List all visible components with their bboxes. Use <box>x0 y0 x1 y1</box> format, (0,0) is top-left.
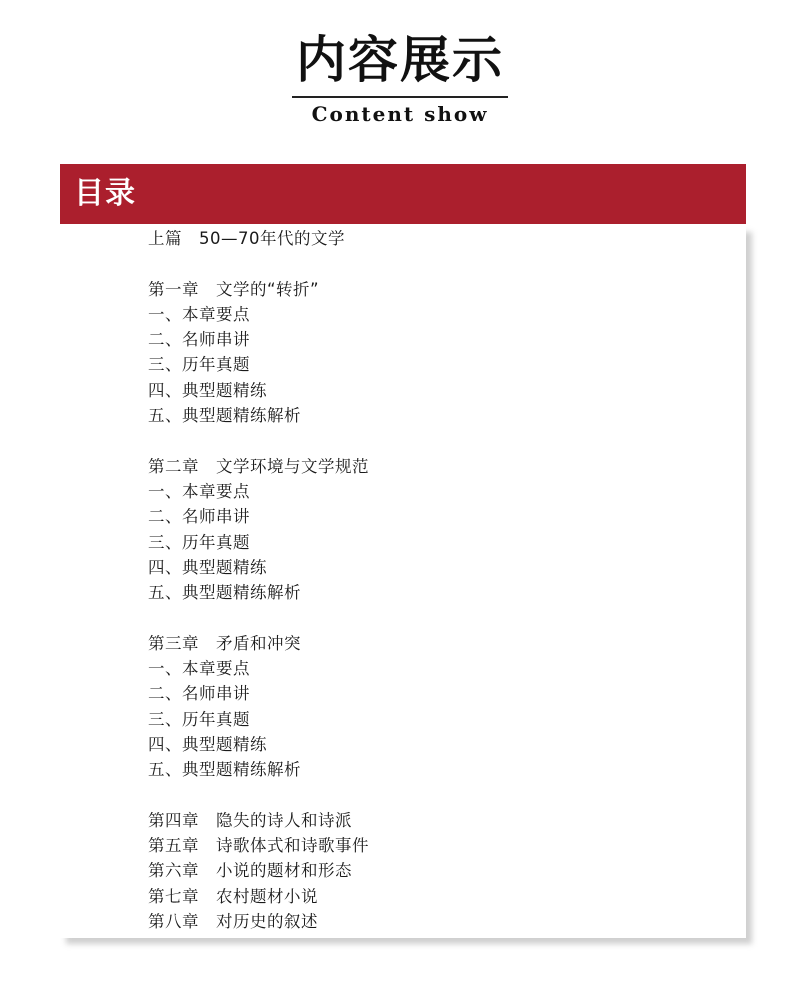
toc-chapter-title: 第四章 隐失的诗人和诗派 <box>148 810 352 830</box>
toc-banner-title: 目录 <box>74 176 136 211</box>
toc-spacer <box>148 428 369 453</box>
toc-banner <box>60 164 746 224</box>
toc-section: 五、典型题精练解析 <box>148 760 301 780</box>
toc-chapter-title: 第五章 诗歌体式和诗歌事件 <box>148 836 369 856</box>
toc-section: 一、本章要点 <box>148 304 250 324</box>
toc-list <box>148 226 369 934</box>
toc-chapter-title: 第一章 文学的“转折” <box>148 279 320 299</box>
toc-section: 一、本章要点 <box>148 659 250 679</box>
toc-spacer <box>148 251 369 276</box>
page-header <box>0 28 800 126</box>
toc-chapter-title: 第三章 矛盾和冲突 <box>148 633 301 653</box>
toc-chapter-title: 第六章 小说的题材和形态 <box>148 861 352 881</box>
toc-spacer <box>148 605 369 630</box>
toc-section: 三、历年真题 <box>148 532 250 552</box>
toc-chapter-title: 第八章 对历史的叙述 <box>148 912 318 932</box>
toc-section: 五、典型题精练解析 <box>148 406 301 426</box>
toc-section: 二、名师串讲 <box>148 684 250 704</box>
toc-section: 二、名师串讲 <box>148 330 250 350</box>
title-divider <box>292 96 508 98</box>
toc-spacer <box>148 783 369 808</box>
toc-chapter-title: 第七章 农村题材小说 <box>148 886 318 906</box>
toc-section: 三、历年真题 <box>148 355 250 375</box>
page-title: 内容展示 <box>296 30 504 89</box>
toc-section: 四、典型题精练 <box>148 734 267 754</box>
toc-part-title: 上篇 50—70年代的文学 <box>148 229 345 248</box>
toc-section: 四、典型题精练 <box>148 557 267 577</box>
page-subtitle: Content show <box>311 102 489 126</box>
toc-section: 四、典型题精练 <box>148 380 267 400</box>
toc-section: 一、本章要点 <box>148 481 250 501</box>
toc-section: 五、典型题精练解析 <box>148 583 301 603</box>
toc-chapter-title: 第二章 文学环境与文学规范 <box>148 456 369 476</box>
toc-section: 三、历年真题 <box>148 709 250 729</box>
toc-section: 二、名师串讲 <box>148 507 250 527</box>
